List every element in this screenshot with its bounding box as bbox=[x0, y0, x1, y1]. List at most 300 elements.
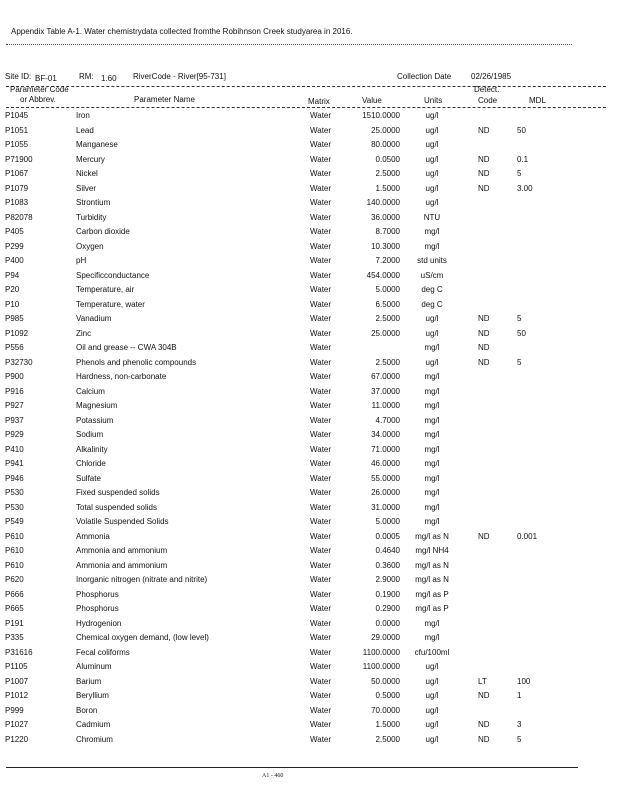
cell-value: 1.5000 bbox=[375, 720, 400, 729]
header-divider-bottom bbox=[6, 107, 606, 108]
cell-code: P1012 bbox=[5, 691, 29, 700]
cell-value: 29.0000 bbox=[371, 633, 400, 642]
cell-value: 5.0000 bbox=[375, 285, 400, 294]
cell-matrix: Water bbox=[310, 546, 332, 555]
cell-units: mg/l bbox=[424, 386, 440, 396]
cell-code: P20 bbox=[5, 285, 20, 294]
cell-parameter-name: Chloride bbox=[76, 459, 106, 468]
cell-detect-code: ND bbox=[478, 720, 490, 729]
cell-code: P937 bbox=[5, 415, 24, 425]
cell-value: 6.5000 bbox=[375, 299, 400, 309]
cell-value: 71.0000 bbox=[371, 444, 400, 454]
cell-parameter-name: Chromium bbox=[76, 734, 113, 744]
cell-code: P929 bbox=[5, 430, 24, 439]
cell-code: P946 bbox=[5, 473, 24, 483]
table-row bbox=[0, 399, 618, 414]
cell-detect-code: ND bbox=[478, 734, 490, 744]
cell-parameter-name: Silver bbox=[76, 183, 97, 193]
cell-parameter-name: Phosphorus bbox=[76, 589, 119, 599]
cell-mdl: 100 bbox=[517, 676, 531, 686]
cell-parameter-name: Mercury bbox=[76, 154, 105, 164]
cell-value: 0.1900 bbox=[375, 589, 400, 599]
cell-code: P1220 bbox=[5, 734, 29, 744]
cell-units: ug/l bbox=[425, 691, 439, 700]
cell-parameter-name: Calcium bbox=[76, 386, 105, 396]
cell-units: mg/l bbox=[424, 473, 440, 483]
data-table-body bbox=[0, 109, 618, 747]
cell-matrix: Water bbox=[310, 227, 332, 236]
cell-value: 1.5000 bbox=[375, 183, 400, 193]
site-id-value: BF-01 bbox=[35, 74, 57, 83]
cell-matrix: Water bbox=[310, 647, 332, 657]
cell-code: P31616 bbox=[5, 647, 33, 657]
cell-matrix: Water bbox=[310, 328, 332, 338]
cell-matrix: Water bbox=[310, 560, 332, 570]
cell-value: 8.7000 bbox=[375, 227, 400, 236]
cell-code: P299 bbox=[5, 241, 24, 251]
cell-value: 2.5000 bbox=[375, 734, 400, 744]
cell-code: P549 bbox=[5, 517, 24, 526]
cell-matrix: Water bbox=[310, 662, 332, 671]
cell-matrix: Water bbox=[310, 285, 332, 294]
cell-units: ug/l bbox=[425, 111, 439, 120]
cell-parameter-name: Magnesium bbox=[76, 401, 118, 410]
cell-parameter-name: Zinc bbox=[76, 328, 92, 338]
cell-code: P410 bbox=[5, 444, 24, 454]
cell-code: P916 bbox=[5, 386, 24, 396]
cell-matrix: Water bbox=[310, 386, 332, 396]
cell-units: mg/l bbox=[424, 430, 440, 439]
table-row bbox=[0, 588, 618, 603]
table-row bbox=[0, 544, 618, 559]
cell-parameter-name: Ammonia and ammonium bbox=[76, 546, 168, 555]
cell-matrix: Water bbox=[310, 531, 332, 541]
cell-units: std units bbox=[417, 256, 447, 265]
cell-units: ug/l bbox=[425, 734, 439, 744]
cell-matrix: Water bbox=[310, 488, 332, 497]
cell-mdl: 5 bbox=[517, 357, 522, 367]
col-detect-line2: Code bbox=[478, 96, 498, 105]
cell-detect-code: ND bbox=[478, 328, 490, 338]
cell-units: mg/l bbox=[424, 401, 440, 410]
cell-units: ug/l bbox=[425, 720, 439, 729]
cell-code: P610 bbox=[5, 546, 24, 555]
cell-value: 0.2900 bbox=[375, 604, 400, 613]
col-param-name: Parameter Name bbox=[134, 95, 195, 104]
cell-code: P665 bbox=[5, 604, 24, 613]
cell-value: 0.0000 bbox=[375, 618, 400, 628]
cell-units: mg/l bbox=[424, 415, 440, 425]
cell-value: 4.7000 bbox=[375, 415, 400, 425]
cell-code: P1067 bbox=[5, 169, 29, 178]
table-row bbox=[0, 530, 618, 545]
cell-code: P530 bbox=[5, 488, 24, 497]
cell-parameter-name: Sulfate bbox=[76, 473, 101, 483]
table-row bbox=[0, 660, 618, 675]
cell-matrix: Water bbox=[310, 183, 332, 193]
cell-matrix: Water bbox=[310, 125, 332, 135]
cell-parameter-name: Carbon dioxide bbox=[76, 227, 130, 236]
cell-matrix: Water bbox=[310, 270, 332, 280]
cell-parameter-name: Fecal coliforms bbox=[76, 647, 130, 657]
cell-parameter-name: Hydrogenion bbox=[76, 618, 122, 628]
cell-units: mg/l as P bbox=[415, 604, 449, 613]
table-row bbox=[0, 631, 618, 646]
cell-parameter-name: Phenols and phenolic compounds bbox=[76, 357, 197, 367]
cell-value: 34.0000 bbox=[371, 430, 400, 439]
table-row bbox=[0, 167, 618, 182]
cell-code: P191 bbox=[5, 618, 24, 628]
cell-matrix: Water bbox=[310, 691, 332, 700]
cell-parameter-name: Ammonia bbox=[76, 531, 110, 541]
cell-units: mg/l bbox=[424, 241, 440, 251]
cell-code: P32730 bbox=[5, 357, 33, 367]
caption-divider bbox=[6, 44, 572, 45]
cell-units: uS/cm bbox=[420, 270, 444, 280]
cell-value: 2.5000 bbox=[375, 314, 400, 323]
table-row bbox=[0, 602, 618, 617]
cell-code: P1045 bbox=[5, 111, 29, 120]
cell-value: 25.0000 bbox=[371, 125, 400, 135]
cell-value: 70.0000 bbox=[371, 705, 400, 715]
table-row bbox=[0, 196, 618, 211]
cell-detect-code: ND bbox=[478, 357, 490, 367]
cell-mdl: 1 bbox=[517, 691, 522, 700]
cell-parameter-name: Potassium bbox=[76, 415, 114, 425]
table-row bbox=[0, 225, 618, 240]
cell-code: P10 bbox=[5, 299, 20, 309]
cell-parameter-name: Turbidity bbox=[76, 212, 107, 222]
cell-parameter-name: Sodium bbox=[76, 430, 104, 439]
cell-value: 2.5000 bbox=[375, 357, 400, 367]
cell-code: P71900 bbox=[5, 154, 33, 164]
cell-code: P927 bbox=[5, 401, 24, 410]
cell-code: P82078 bbox=[5, 212, 33, 222]
cell-units: mg/l bbox=[424, 372, 440, 381]
cell-code: P1055 bbox=[5, 140, 29, 149]
table-row bbox=[0, 124, 618, 139]
rm-label: RM: bbox=[79, 72, 94, 81]
table-row bbox=[0, 109, 618, 124]
cell-value: 10.3000 bbox=[371, 241, 400, 251]
cell-matrix: Water bbox=[310, 676, 332, 686]
cell-value: 36.0000 bbox=[371, 212, 400, 222]
cell-parameter-name: Vanadium bbox=[76, 314, 112, 323]
table-row bbox=[0, 182, 618, 197]
cell-matrix: Water bbox=[310, 314, 332, 323]
table-row bbox=[0, 370, 618, 385]
col-param-code-line1: Parameter Code bbox=[10, 85, 69, 94]
cell-matrix: Water bbox=[310, 415, 332, 425]
cell-units: deg C bbox=[421, 285, 443, 294]
table-row bbox=[0, 733, 618, 748]
cell-units: mg/l as P bbox=[415, 589, 449, 599]
cell-code: P530 bbox=[5, 502, 24, 512]
cell-units: mg/l bbox=[424, 343, 440, 352]
cell-code: P999 bbox=[5, 705, 24, 715]
cell-code: P1092 bbox=[5, 328, 29, 338]
table-row bbox=[0, 254, 618, 269]
cell-matrix: Water bbox=[310, 473, 332, 483]
cell-code: P941 bbox=[5, 459, 24, 468]
cell-units: deg C bbox=[421, 299, 443, 309]
cell-code: P1027 bbox=[5, 720, 29, 729]
collection-date-label: Collection Date bbox=[397, 72, 452, 81]
cell-units: mg/l bbox=[424, 502, 440, 512]
table-row bbox=[0, 153, 618, 168]
table-row bbox=[0, 312, 618, 327]
table-row bbox=[0, 327, 618, 342]
cell-value: 11.0000 bbox=[371, 401, 400, 410]
col-mdl: MDL bbox=[529, 96, 546, 105]
cell-parameter-name: Volatile Suspended Solids bbox=[76, 517, 169, 526]
cell-units: ug/l bbox=[425, 328, 439, 338]
cell-parameter-name: Ammonia and ammonium bbox=[76, 560, 168, 570]
cell-value: 46.0000 bbox=[371, 459, 400, 468]
table-row bbox=[0, 704, 618, 719]
cell-matrix: Water bbox=[310, 169, 332, 178]
table-row bbox=[0, 718, 618, 733]
cell-units: ug/l bbox=[425, 169, 439, 178]
cell-matrix: Water bbox=[310, 734, 332, 744]
cell-units: mg/l bbox=[424, 459, 440, 468]
cell-units: mg/l bbox=[424, 618, 440, 628]
cell-code: P666 bbox=[5, 589, 24, 599]
cell-code: P1105 bbox=[5, 662, 28, 671]
cell-parameter-name: Manganese bbox=[76, 140, 118, 149]
cell-matrix: Water bbox=[310, 111, 332, 120]
cell-parameter-name: Iron bbox=[76, 111, 90, 120]
cell-units: ug/l bbox=[425, 705, 439, 715]
cell-detect-code: ND bbox=[478, 691, 490, 700]
cell-matrix: Water bbox=[310, 502, 332, 512]
table-row bbox=[0, 269, 618, 284]
table-row bbox=[0, 457, 618, 472]
cell-mdl: 50 bbox=[517, 328, 526, 338]
table-row bbox=[0, 573, 618, 588]
table-row bbox=[0, 689, 618, 704]
table-row bbox=[0, 472, 618, 487]
cell-matrix: Water bbox=[310, 198, 332, 207]
col-matrix: Matrix bbox=[308, 97, 330, 106]
cell-value: 50.0000 bbox=[371, 676, 400, 686]
table-row bbox=[0, 443, 618, 458]
cell-value: 140.0000 bbox=[366, 198, 400, 207]
table-row bbox=[0, 414, 618, 429]
cell-parameter-name: Cadmium bbox=[76, 720, 111, 729]
table-caption: Appendix Table A-1. Water chemistrydata collected fromthe Robihnson Creek studyarea in 2016. bbox=[11, 27, 353, 36]
cell-value: 0.0005 bbox=[375, 531, 400, 541]
cell-value: 55.0000 bbox=[371, 473, 400, 483]
table-row bbox=[0, 675, 618, 690]
cell-units: ug/l bbox=[425, 125, 439, 135]
cell-units: ug/l bbox=[425, 662, 439, 671]
cell-matrix: Water bbox=[310, 372, 332, 381]
cell-value: 0.3600 bbox=[375, 560, 400, 570]
cell-matrix: Water bbox=[310, 140, 332, 149]
cell-matrix: Water bbox=[310, 401, 332, 410]
cell-units: ug/l bbox=[425, 676, 439, 686]
table-row bbox=[0, 646, 618, 661]
cell-code: P1051 bbox=[5, 125, 29, 135]
cell-detect-code: ND bbox=[478, 183, 490, 193]
cell-matrix: Water bbox=[310, 256, 332, 265]
col-detect-line1: Detect. bbox=[474, 85, 500, 94]
cell-matrix: Water bbox=[310, 299, 332, 309]
cell-value: 37.0000 bbox=[371, 386, 400, 396]
cell-parameter-name: Specificconductance bbox=[76, 270, 150, 280]
cell-code: P1079 bbox=[5, 183, 29, 193]
cell-detect-code: ND bbox=[478, 169, 490, 178]
cell-detect-code: ND bbox=[478, 343, 490, 352]
cell-parameter-name: Beryllium bbox=[76, 691, 109, 700]
cell-matrix: Water bbox=[310, 357, 332, 367]
cell-code: P556 bbox=[5, 343, 24, 352]
cell-units: mg/l bbox=[424, 633, 440, 642]
col-param-code-line2: or Abbrev. bbox=[20, 95, 56, 104]
cell-mdl: 0.001 bbox=[517, 531, 538, 541]
cell-matrix: Water bbox=[310, 575, 332, 584]
cell-matrix: Water bbox=[310, 517, 332, 526]
cell-units: ug/l bbox=[425, 357, 439, 367]
table-row bbox=[0, 341, 618, 356]
cell-units: mg/l bbox=[424, 488, 440, 497]
cell-value: 31.0000 bbox=[371, 502, 400, 512]
cell-detect-code: ND bbox=[478, 154, 490, 164]
cell-matrix: Water bbox=[310, 604, 332, 613]
cell-units: ug/l bbox=[425, 198, 439, 207]
cell-matrix: Water bbox=[310, 589, 332, 599]
cell-mdl: 3 bbox=[517, 720, 522, 729]
cell-code: P400 bbox=[5, 256, 24, 265]
cell-detect-code: ND bbox=[478, 125, 490, 135]
cell-code: P94 bbox=[5, 270, 20, 280]
table-row bbox=[0, 559, 618, 574]
cell-matrix: Water bbox=[310, 212, 332, 222]
cell-units: ug/l bbox=[425, 140, 439, 149]
cell-parameter-name: Lead bbox=[76, 125, 94, 135]
cell-matrix: Water bbox=[310, 705, 332, 715]
cell-detect-code: ND bbox=[478, 531, 490, 541]
cell-units: ug/l bbox=[425, 154, 439, 164]
cell-matrix: Water bbox=[310, 633, 332, 642]
cell-matrix: Water bbox=[310, 444, 332, 454]
cell-parameter-name: Hardness, non-carbonate bbox=[76, 372, 167, 381]
table-row bbox=[0, 385, 618, 400]
cell-parameter-name: Oil and grease -- CWA 304B bbox=[76, 343, 177, 352]
cell-detect-code: ND bbox=[478, 314, 490, 323]
cell-value: 1100.0000 bbox=[362, 647, 400, 657]
footer-divider bbox=[6, 767, 578, 768]
cell-parameter-name: Nickel bbox=[76, 169, 98, 178]
cell-parameter-name: pH bbox=[76, 256, 87, 265]
cell-mdl: 5 bbox=[517, 314, 522, 323]
page-number: A1 - 460 bbox=[262, 773, 284, 779]
cell-mdl: 3.00 bbox=[517, 183, 533, 193]
cell-mdl: 5 bbox=[517, 169, 522, 178]
cell-mdl: 0.1 bbox=[517, 154, 529, 164]
table-row bbox=[0, 138, 618, 153]
cell-code: P405 bbox=[5, 227, 24, 236]
table-row bbox=[0, 515, 618, 530]
cell-value: 1100.0000 bbox=[362, 662, 400, 671]
cell-units: mg/l NH4 bbox=[415, 546, 449, 555]
cell-code: P610 bbox=[5, 531, 24, 541]
river-code: RiverCode - River[95-731] bbox=[133, 72, 226, 81]
cell-parameter-name: Chemical oxygen demand, (low level) bbox=[76, 633, 209, 642]
cell-units: mg/l as N bbox=[415, 531, 449, 541]
header-divider-top bbox=[6, 86, 606, 87]
cell-parameter-name: Phosphorus bbox=[76, 604, 119, 613]
cell-parameter-name: Inorganic nitrogen (nitrate and nitrite) bbox=[76, 575, 208, 584]
cell-matrix: Water bbox=[310, 720, 332, 729]
cell-units: NTU bbox=[423, 212, 441, 222]
cell-parameter-name: Oxygen bbox=[76, 241, 104, 251]
cell-value: 5.0000 bbox=[375, 517, 400, 526]
cell-units: mg/l as N bbox=[415, 560, 449, 570]
cell-code: P900 bbox=[5, 372, 24, 381]
cell-matrix: Water bbox=[310, 343, 332, 352]
cell-parameter-name: Aluminum bbox=[76, 662, 112, 671]
table-row bbox=[0, 240, 618, 255]
cell-value: 67.0000 bbox=[371, 372, 400, 381]
table-row bbox=[0, 356, 618, 371]
cell-matrix: Water bbox=[310, 618, 332, 628]
cell-value: 2.5000 bbox=[375, 169, 400, 178]
cell-code: P1007 bbox=[5, 676, 29, 686]
cell-code: P610 bbox=[5, 560, 24, 570]
cell-units: cfu/100ml bbox=[414, 647, 450, 657]
cell-detect-code: LT bbox=[478, 676, 487, 686]
cell-value: 25.0000 bbox=[371, 328, 400, 338]
rm-value: 1.60 bbox=[101, 74, 117, 83]
cell-matrix: Water bbox=[310, 459, 332, 468]
cell-value: 1510.0000 bbox=[362, 111, 400, 120]
table-row bbox=[0, 486, 618, 501]
cell-value: 26.0000 bbox=[371, 488, 400, 497]
cell-matrix: Water bbox=[310, 154, 332, 164]
cell-parameter-name: Strontium bbox=[76, 198, 111, 207]
cell-mdl: 5 bbox=[517, 734, 522, 744]
cell-code: P620 bbox=[5, 575, 24, 584]
cell-parameter-name: Temperature, air bbox=[76, 285, 135, 294]
cell-units: ug/l bbox=[425, 183, 439, 193]
cell-parameter-name: Boron bbox=[76, 705, 98, 715]
cell-value: 0.5000 bbox=[375, 691, 400, 700]
table-row bbox=[0, 428, 618, 443]
cell-parameter-name: Fixed suspended solids bbox=[76, 488, 160, 497]
table-row bbox=[0, 617, 618, 632]
cell-units: mg/l bbox=[424, 517, 440, 526]
cell-units: ug/l bbox=[425, 314, 439, 323]
cell-value: 7.2000 bbox=[375, 256, 400, 265]
cell-units: mg/l bbox=[424, 227, 440, 236]
cell-code: P985 bbox=[5, 314, 24, 323]
cell-units: mg/l as N bbox=[415, 575, 449, 584]
cell-code: P335 bbox=[5, 633, 24, 642]
cell-code: P1083 bbox=[5, 198, 29, 207]
table-row bbox=[0, 211, 618, 226]
cell-mdl: 50 bbox=[517, 125, 526, 135]
col-units: Units bbox=[424, 96, 443, 105]
cell-parameter-name: Total suspended solids bbox=[76, 502, 157, 512]
cell-parameter-name: Temperature, water bbox=[76, 299, 145, 309]
cell-parameter-name: Barium bbox=[76, 676, 102, 686]
col-value: Value bbox=[362, 96, 382, 105]
cell-units: mg/l bbox=[424, 444, 440, 454]
cell-matrix: Water bbox=[310, 430, 332, 439]
collection-date-value: 02/26/1985 bbox=[471, 72, 512, 81]
